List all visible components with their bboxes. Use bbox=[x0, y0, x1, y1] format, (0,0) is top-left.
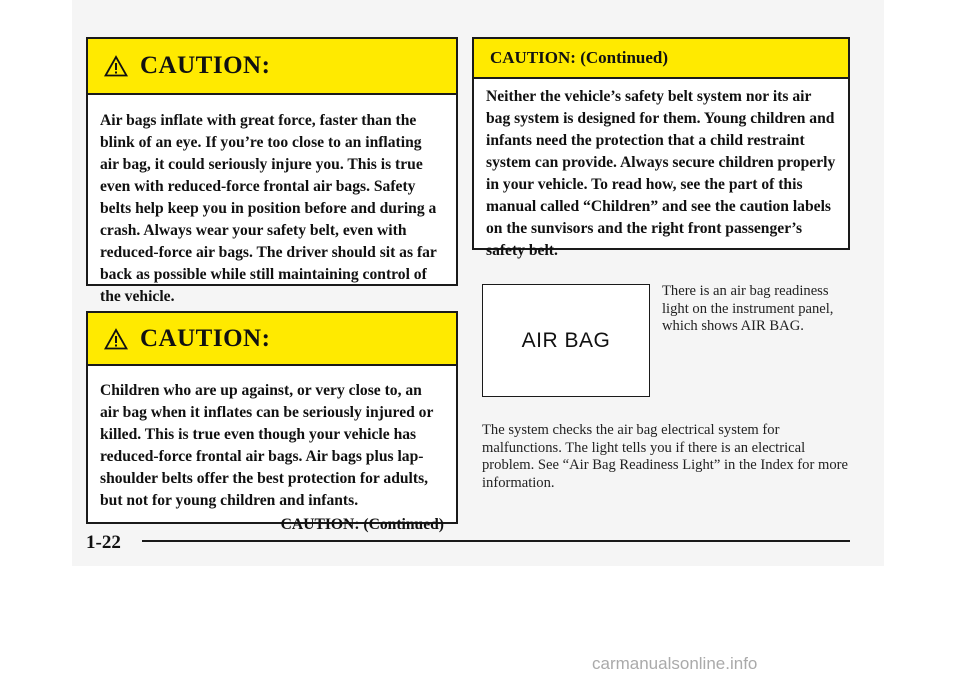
indicator-description: There is an air bag readiness light on the instrument panel, which shows AIR BAG. bbox=[662, 283, 834, 334]
caution-text: Children who are up against, or very close to, an air bag when it inflates can be seriously injured or killed. This is true even though your vehicle has reduced-force frontal air bags. Air bags plus lap-shoulder belts offer the best protection for adults, but not for young children and infants. bbox=[100, 382, 434, 509]
air-bag-readiness-light bbox=[482, 284, 650, 397]
caution-continued-title: CAUTION: (Continued) bbox=[490, 48, 669, 67]
warning-triangle-icon bbox=[104, 328, 128, 350]
caution-text-block bbox=[88, 366, 456, 536]
caution-header bbox=[88, 313, 456, 366]
system-check-paragraph: The system checks the air bag electrical system for malfunctions. The light tells you if there is an electrical problem. See “Air Bag Readiness Light” in the Index for more information. bbox=[482, 422, 848, 491]
caution-text: Air bags inflate with great force, faster than the blink of an eye. If you’re too close to an inflating air bag, it could seriously injure you. This is true even with reduced-force frontal air bags. Safety belts help keep you in position before and during a crash. Always wear your safety belt, even with reduced-force air bags. The driver should sit as far back as possible while still maintaining control of the vehicle. bbox=[100, 112, 437, 305]
watermark: carmanualsonline.info bbox=[592, 654, 758, 673]
caution-header bbox=[474, 39, 848, 79]
caution-header bbox=[88, 39, 456, 95]
caution-box-continued bbox=[472, 37, 850, 259]
caution-box-2 bbox=[86, 311, 458, 533]
page-number: 1-22 bbox=[86, 532, 121, 553]
caution-title: CAUTION: bbox=[140, 324, 271, 352]
indicator-label: AIR BAG bbox=[521, 328, 611, 352]
warning-triangle-icon bbox=[104, 55, 128, 77]
caution-continued-label: CAUTION: (Continued) bbox=[280, 516, 444, 533]
page-rule bbox=[142, 540, 850, 542]
caution-text: Neither the vehicle’s safety belt system nor its air bag system is designed for them. Young children and infants need the protection that a child restraint system can provide. Always secure children properly in your vehicle. To read how, see the part of this manual called “Children” and see the caution labels on the sunvisors and the right front passenger’s safety belt. bbox=[486, 88, 836, 259]
caution-title: CAUTION: bbox=[140, 52, 271, 79]
caution-box-1 bbox=[86, 37, 458, 305]
